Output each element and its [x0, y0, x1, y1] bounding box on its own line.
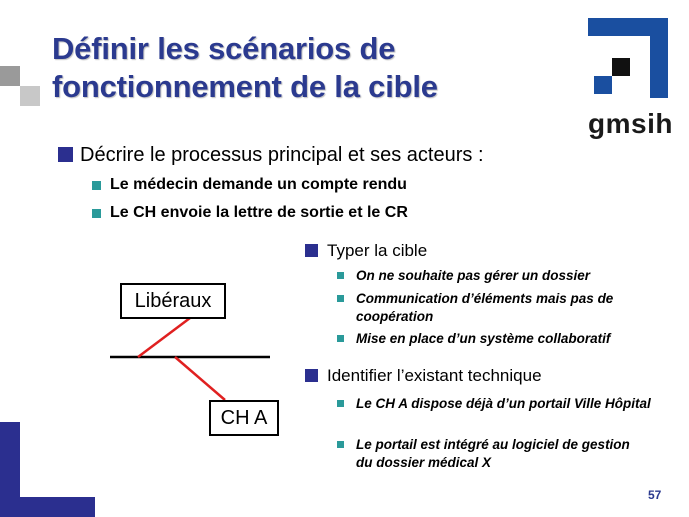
typer-item-1: On ne souhaite pas gérer un dossier [356, 268, 591, 283]
bullet-square [305, 369, 318, 382]
bullet-square [305, 244, 318, 257]
sub-bullet-square [337, 441, 344, 448]
sub-bullet-square [337, 295, 344, 302]
actor-box-liberaux: Libéraux [120, 283, 226, 319]
existant-label: Identifier l’existant technique [327, 366, 542, 385]
sub-bullet-square [337, 335, 344, 342]
page-number: 57 [648, 488, 662, 502]
sub-bullet-medecin: Le médecin demande un compte rendu [110, 176, 407, 193]
sub-bullet-square [337, 272, 344, 279]
existant-item-1: Le CH A dispose déjà d’un portail Ville Hôpital [356, 396, 651, 411]
existant-item-2: Le portail est intégré au logiciel de gestion du dossier médical X [356, 437, 630, 470]
typer-cible-label: Typer la cible [327, 241, 428, 260]
typer-item-2: Communication d’éléments mais pas de coopération [356, 291, 614, 324]
decor-corner-horizontal [0, 497, 95, 517]
sub-bullet-square [337, 400, 344, 407]
bullet-processus: Décrire le processus principal et ses acteurs : [80, 144, 484, 166]
typer-item-3: Mise en place d’un système collaboratif [356, 331, 611, 346]
actor-box-cha: CH A [209, 400, 279, 436]
logo-text: gmsih [588, 108, 673, 139]
title-line-2: fonctionnement de la cible [52, 69, 438, 104]
sub-bullet-ch: Le CH envoie la lettre de sortie et le CR [110, 204, 408, 221]
title-line-1: Définir les scénarios de [52, 31, 396, 66]
